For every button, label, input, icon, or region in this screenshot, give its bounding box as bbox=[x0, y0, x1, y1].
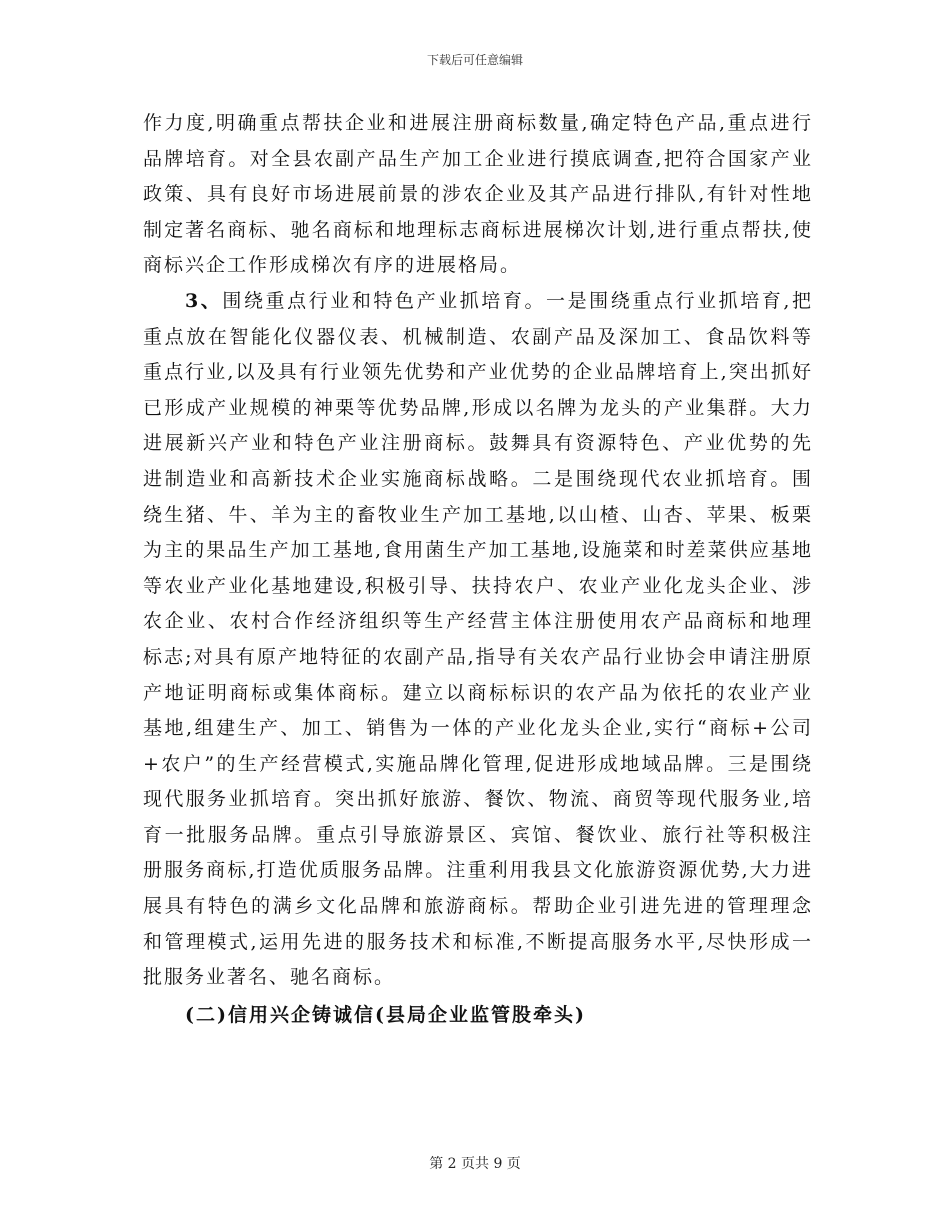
paragraph-industry-cultivation bbox=[143, 284, 813, 996]
page-footer: 第 2 页共 9 页 bbox=[429, 1156, 521, 1172]
page-header: 下载后可任意编辑 bbox=[426, 53, 523, 67]
section-heading: (二)信用兴企铸诚信(县局企业监管股牵头) bbox=[185, 1003, 586, 1026]
document-body bbox=[143, 106, 813, 1033]
paragraph-text: 围绕重点行业和特色产业抓培育。一是围绕重点行业抓培育,把重点放在智能化仪器仪表、机械制造、农副产品及深加工、食品饮料等重点行业,以及具有行业领先优势和产业优势的企业品牌培育上,突出抓好已形成产业规模的神栗等优势品牌,形成以名牌为龙头的产业集群。大力进展新兴产业和特色产业注册商标。鼓舞具有资源特色、产业优势的先进制造业和高新技术企业实施商标战略。二是围绕现代农业抓培育。围绕生猪、牛、羊为主的畜牧业生产加工基地,以山楂、山杏、苹果、板栗为主的果品生产加工基地,食用菌生产加工基地,设施菜和时差菜供应基地等农业产业化基地建设,积极引导、扶持农户、农业产业化龙头企业、涉农企业、农村合作经济组织等生产经营主体注册使用农产品商标和地理标志;对具有原产地特征的农副产品,指导有关农产品行业协会申请注册原产地证明商标或集体商标。建立以商标标识的农产品为依托的农业产业基地,组建生产、加工、销售为一体的产业化龙头企业,实行“商标+公司+农户”的生产经营模式,实施品牌化管理,促进形成地域品牌。三是围绕现代服务业抓培育。突出抓好旅游、餐饮、物流、商贸等现代服务业,培育一批服务品牌。重点引导旅游景区、宾馆、餐饮业、旅行社等积极注册服务商标,打造优质服务品牌。注重利用我县文化旅游资源优势,大力进展具有特色的满乡文化品牌和旅游商标。帮助企业引进先进的管理理念和管理模式,运用先进的服务技术和标准,不断提高服务水平,尽快形成一批服务业著名、驰名商标。 bbox=[143, 289, 813, 989]
paragraph-continuation: 作力度,明确重点帮扶企业和进展注册商标数量,确定特色产品,重点进行品牌培育。对全县农副产品生产加工企业进行摸底调查,把符合国家产业政策、具有良好市场进展前景的涉农企业及其产品进行排队,有针对性地制定著名商标、驰名商标和地理标志商标进展梯次计划,进行重点帮扶,使商标兴企工作形成梯次有序的进展格局。 bbox=[143, 112, 813, 277]
paragraph-number: 3、 bbox=[185, 289, 223, 312]
